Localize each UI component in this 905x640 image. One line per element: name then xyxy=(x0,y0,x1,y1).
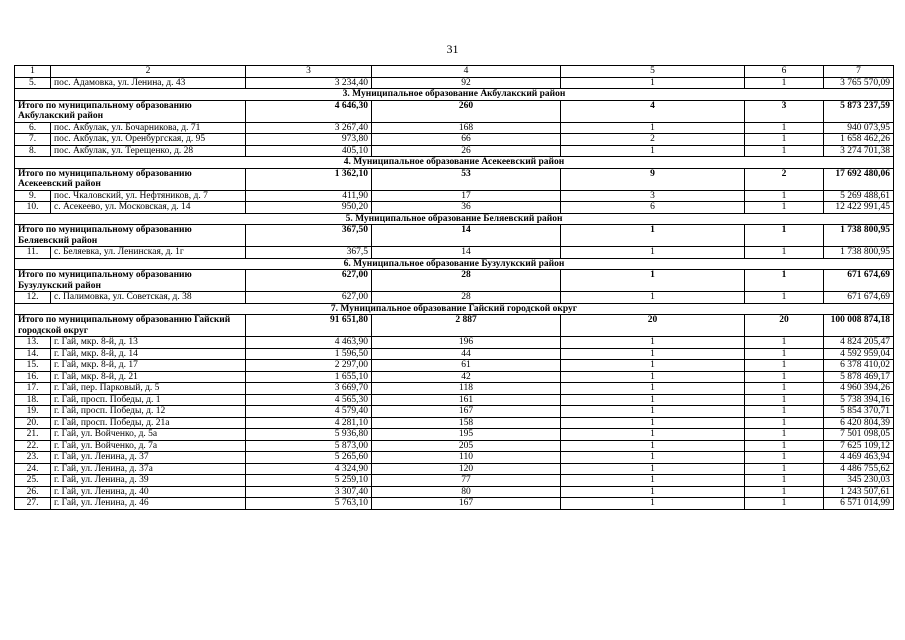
row-address: г. Гай, ул. Ленина, д. 37 xyxy=(51,452,246,464)
row-address: г. Гай, ул. Войченко, д. 7а xyxy=(51,440,246,452)
table-row xyxy=(15,122,894,134)
row-col5: 1 xyxy=(561,122,745,134)
row-col5: 1 xyxy=(561,452,745,464)
row-col5: 2 xyxy=(561,134,745,146)
total-col6: 20 xyxy=(745,315,824,337)
row-number: 12. xyxy=(15,292,51,304)
row-col6: 1 xyxy=(745,463,824,475)
column-number-4: 4 xyxy=(372,66,561,78)
row-cost: 1 243 507,61 xyxy=(824,486,894,498)
total-residents: 260 xyxy=(372,100,561,122)
row-residents: 167 xyxy=(372,406,561,418)
row-residents: 118 xyxy=(372,383,561,395)
total-residents: 28 xyxy=(372,270,561,292)
row-col6: 1 xyxy=(745,337,824,349)
row-area: 4 463,90 xyxy=(246,337,372,349)
row-address: пос. Акбулак, ул. Оренбургская, д. 95 xyxy=(51,134,246,146)
row-residents: 168 xyxy=(372,122,561,134)
row-area: 1 596,50 xyxy=(246,348,372,360)
section-title: 4. Муниципальное образование Асекеевский район xyxy=(15,157,894,169)
row-col5: 1 xyxy=(561,498,745,510)
row-address: г. Гай, мкр. 8-й, д. 21 xyxy=(51,371,246,383)
row-residents: 66 xyxy=(372,134,561,146)
row-col5: 6 xyxy=(561,202,745,214)
table-row xyxy=(15,406,894,418)
row-cost: 5 738 394,16 xyxy=(824,394,894,406)
row-number: 13. xyxy=(15,337,51,349)
section-title: 5. Муниципальное образование Беляевский район xyxy=(15,213,894,225)
row-number: 7. xyxy=(15,134,51,146)
row-cost: 4 592 959,04 xyxy=(824,348,894,360)
section-title: 6. Муниципальное образование Бузулукский район xyxy=(15,258,894,270)
total-col6: 3 xyxy=(745,100,824,122)
column-number-7: 7 xyxy=(824,66,894,78)
row-residents: 196 xyxy=(372,337,561,349)
row-col6: 1 xyxy=(745,429,824,441)
row-residents: 158 xyxy=(372,417,561,429)
row-area: 5 936,80 xyxy=(246,429,372,441)
row-col5: 1 xyxy=(561,394,745,406)
page-number: 31 xyxy=(446,42,459,56)
row-col6: 1 xyxy=(745,202,824,214)
row-area: 5 873,00 xyxy=(246,440,372,452)
row-residents: 110 xyxy=(372,452,561,464)
row-address: пос. Акбулак, ул. Бочарникова, д. 71 xyxy=(51,122,246,134)
row-col6: 1 xyxy=(745,292,824,304)
row-area: 4 324,90 xyxy=(246,463,372,475)
table-row xyxy=(15,498,894,510)
row-cost: 5 269 488,61 xyxy=(824,190,894,202)
row-cost: 5 878 469,17 xyxy=(824,371,894,383)
row-number: 9. xyxy=(15,190,51,202)
row-area: 4 565,30 xyxy=(246,394,372,406)
total-area: 91 651,80 xyxy=(246,315,372,337)
row-cost: 3 765 570,09 xyxy=(824,77,894,89)
row-number: 24. xyxy=(15,463,51,475)
row-residents: 14 xyxy=(372,247,561,259)
row-col6: 1 xyxy=(745,134,824,146)
row-residents: 42 xyxy=(372,371,561,383)
row-col6: 1 xyxy=(745,440,824,452)
table-row xyxy=(15,463,894,475)
row-number: 27. xyxy=(15,498,51,510)
row-number: 10. xyxy=(15,202,51,214)
row-col5: 1 xyxy=(561,337,745,349)
row-col6: 1 xyxy=(745,360,824,372)
row-address: г. Гай, просп. Победы, д. 12 xyxy=(51,406,246,418)
table-row xyxy=(15,337,894,349)
row-number: 5. xyxy=(15,77,51,89)
section-heading-row xyxy=(15,157,894,169)
total-col5: 1 xyxy=(561,225,745,247)
row-col6: 1 xyxy=(745,394,824,406)
total-label: Итого по муниципальному образованию Гайский городской округ xyxy=(15,315,246,337)
total-row xyxy=(15,100,894,122)
row-area: 3 234,40 xyxy=(246,77,372,89)
column-number-5: 5 xyxy=(561,66,745,78)
row-number: 25. xyxy=(15,475,51,487)
row-address: г. Гай, ул. Ленина, д. 37а xyxy=(51,463,246,475)
column-number-6: 6 xyxy=(745,66,824,78)
row-residents: 92 xyxy=(372,77,561,89)
row-number: 14. xyxy=(15,348,51,360)
row-col6: 1 xyxy=(745,383,824,395)
total-area: 627,00 xyxy=(246,270,372,292)
row-col5: 1 xyxy=(561,292,745,304)
row-cost: 4 824 205,47 xyxy=(824,337,894,349)
section-heading-row xyxy=(15,89,894,101)
row-number: 11. xyxy=(15,247,51,259)
row-cost: 6 571 014,99 xyxy=(824,498,894,510)
row-col5: 1 xyxy=(561,486,745,498)
table-row xyxy=(15,145,894,157)
table-row xyxy=(15,202,894,214)
table-row xyxy=(15,383,894,395)
table-row xyxy=(15,394,894,406)
total-cost: 17 692 480,06 xyxy=(824,168,894,190)
row-cost: 4 469 463,94 xyxy=(824,452,894,464)
row-number: 16. xyxy=(15,371,51,383)
row-number: 20. xyxy=(15,417,51,429)
total-label: Итого по муниципальному образованию Беляевский район xyxy=(15,225,246,247)
row-address: г. Гай, мкр. 8-й, д. 14 xyxy=(51,348,246,360)
registry-table xyxy=(14,65,894,510)
row-residents: 44 xyxy=(372,348,561,360)
total-area: 4 646,30 xyxy=(246,100,372,122)
row-residents: 120 xyxy=(372,463,561,475)
total-area: 1 362,10 xyxy=(246,168,372,190)
row-col5: 1 xyxy=(561,247,745,259)
row-col6: 1 xyxy=(745,247,824,259)
row-number: 6. xyxy=(15,122,51,134)
row-cost: 4 960 394,26 xyxy=(824,383,894,395)
total-col5: 9 xyxy=(561,168,745,190)
row-area: 411,90 xyxy=(246,190,372,202)
row-col6: 1 xyxy=(745,348,824,360)
row-number: 26. xyxy=(15,486,51,498)
row-residents: 61 xyxy=(372,360,561,372)
total-col5: 1 xyxy=(561,270,745,292)
row-number: 18. xyxy=(15,394,51,406)
total-row xyxy=(15,270,894,292)
row-number: 23. xyxy=(15,452,51,464)
table-row xyxy=(15,247,894,259)
total-area: 367,50 xyxy=(246,225,372,247)
row-address: с. Палимовка, ул. Советская, д. 38 xyxy=(51,292,246,304)
row-address: с. Асекеево, ул. Московская, д. 14 xyxy=(51,202,246,214)
section-title: 7. Муниципальное образование Гайский городской округ xyxy=(15,303,894,315)
table-row xyxy=(15,360,894,372)
row-residents: 36 xyxy=(372,202,561,214)
row-col6: 1 xyxy=(745,406,824,418)
table-row xyxy=(15,292,894,304)
total-cost: 100 008 874,18 xyxy=(824,315,894,337)
row-col5: 1 xyxy=(561,371,745,383)
row-cost: 6 378 410,02 xyxy=(824,360,894,372)
row-address: пос. Акбулак, ул. Терещенко, д. 28 xyxy=(51,145,246,157)
row-address: г. Гай, просп. Победы, д. 21а xyxy=(51,417,246,429)
row-number: 8. xyxy=(15,145,51,157)
row-address: г. Гай, просп. Победы, д. 1 xyxy=(51,394,246,406)
row-area: 405,10 xyxy=(246,145,372,157)
row-address: г. Гай, ул. Войченко, д. 5а xyxy=(51,429,246,441)
table-row xyxy=(15,417,894,429)
row-residents: 17 xyxy=(372,190,561,202)
row-cost: 940 073,95 xyxy=(824,122,894,134)
row-col5: 1 xyxy=(561,475,745,487)
section-heading-row xyxy=(15,258,894,270)
row-residents: 161 xyxy=(372,394,561,406)
total-row xyxy=(15,225,894,247)
row-number: 19. xyxy=(15,406,51,418)
row-cost: 1 738 800,95 xyxy=(824,247,894,259)
row-address: г. Гай, ул. Ленина, д. 40 xyxy=(51,486,246,498)
total-cost: 5 873 237,59 xyxy=(824,100,894,122)
column-number-1: 1 xyxy=(15,66,51,78)
section-title: 3. Муниципальное образование Акбулакский район xyxy=(15,89,894,101)
section-heading-row xyxy=(15,213,894,225)
row-number: 21. xyxy=(15,429,51,441)
row-area: 4 281,10 xyxy=(246,417,372,429)
total-row xyxy=(15,315,894,337)
row-area: 4 579,40 xyxy=(246,406,372,418)
row-col6: 1 xyxy=(745,486,824,498)
row-address: г. Гай, ул. Ленина, д. 46 xyxy=(51,498,246,510)
row-col5: 1 xyxy=(561,406,745,418)
table-row xyxy=(15,348,894,360)
registry-table-body xyxy=(15,66,894,510)
row-address: г. Гай, пер. Парковый, д. 5 xyxy=(51,383,246,395)
table-row xyxy=(15,475,894,487)
row-area: 1 655,10 xyxy=(246,371,372,383)
total-label: Итого по муниципальному образованию Акбулакский район xyxy=(15,100,246,122)
row-area: 973,80 xyxy=(246,134,372,146)
row-col5: 1 xyxy=(561,348,745,360)
table-row xyxy=(15,77,894,89)
row-address: г. Гай, ул. Ленина, д. 39 xyxy=(51,475,246,487)
table-row xyxy=(15,452,894,464)
row-col6: 1 xyxy=(745,452,824,464)
row-col5: 1 xyxy=(561,360,745,372)
section-heading-row xyxy=(15,303,894,315)
row-cost: 12 422 991,45 xyxy=(824,202,894,214)
row-col5: 1 xyxy=(561,463,745,475)
row-col5: 3 xyxy=(561,190,745,202)
total-col6: 2 xyxy=(745,168,824,190)
total-residents: 14 xyxy=(372,225,561,247)
row-address: с. Беляевка, ул. Ленинская, д. 1г xyxy=(51,247,246,259)
row-address: пос. Чкаловский, ул. Нефтяников, д. 7 xyxy=(51,190,246,202)
total-residents: 2 887 xyxy=(372,315,561,337)
row-address: г. Гай, мкр. 8-й, д. 13 xyxy=(51,337,246,349)
row-address: пос. Адамовка, ул. Ленина, д. 43 xyxy=(51,77,246,89)
row-area: 2 297,00 xyxy=(246,360,372,372)
row-col5: 1 xyxy=(561,417,745,429)
row-col5: 1 xyxy=(561,429,745,441)
row-cost: 1 658 462,26 xyxy=(824,134,894,146)
table-row xyxy=(15,371,894,383)
row-cost: 6 420 804,39 xyxy=(824,417,894,429)
row-residents: 80 xyxy=(372,486,561,498)
row-area: 3 307,40 xyxy=(246,486,372,498)
row-col5: 1 xyxy=(561,145,745,157)
row-residents: 26 xyxy=(372,145,561,157)
row-number: 15. xyxy=(15,360,51,372)
row-area: 367,5 xyxy=(246,247,372,259)
row-area: 5 763,10 xyxy=(246,498,372,510)
column-number-2: 2 xyxy=(51,66,246,78)
table-row xyxy=(15,190,894,202)
row-col5: 1 xyxy=(561,383,745,395)
table-row xyxy=(15,440,894,452)
row-col6: 1 xyxy=(745,371,824,383)
row-cost: 5 854 370,71 xyxy=(824,406,894,418)
table-row xyxy=(15,134,894,146)
row-address: г. Гай, мкр. 8-й, д. 17 xyxy=(51,360,246,372)
row-col6: 1 xyxy=(745,122,824,134)
row-cost: 4 486 755,62 xyxy=(824,463,894,475)
total-cost: 671 674,69 xyxy=(824,270,894,292)
row-cost: 7 625 109,12 xyxy=(824,440,894,452)
total-col5: 4 xyxy=(561,100,745,122)
row-residents: 195 xyxy=(372,429,561,441)
table-row xyxy=(15,429,894,441)
row-col6: 1 xyxy=(745,417,824,429)
row-col6: 1 xyxy=(745,498,824,510)
total-col5: 20 xyxy=(561,315,745,337)
column-number-row xyxy=(15,66,894,78)
row-area: 5 259,10 xyxy=(246,475,372,487)
row-number: 22. xyxy=(15,440,51,452)
row-residents: 77 xyxy=(372,475,561,487)
row-col6: 1 xyxy=(745,77,824,89)
total-label: Итого по муниципальному образованию Асекеевский район xyxy=(15,168,246,190)
row-cost: 7 501 098,05 xyxy=(824,429,894,441)
row-residents: 28 xyxy=(372,292,561,304)
total-col6: 1 xyxy=(745,270,824,292)
row-col6: 1 xyxy=(745,145,824,157)
total-label: Итого по муниципальному образованию Бузулукский район xyxy=(15,270,246,292)
row-number: 17. xyxy=(15,383,51,395)
total-residents: 53 xyxy=(372,168,561,190)
total-row xyxy=(15,168,894,190)
row-area: 3 267,40 xyxy=(246,122,372,134)
total-cost: 1 738 800,95 xyxy=(824,225,894,247)
table-row xyxy=(15,486,894,498)
row-col5: 1 xyxy=(561,77,745,89)
row-area: 5 265,60 xyxy=(246,452,372,464)
row-area: 950,20 xyxy=(246,202,372,214)
row-residents: 167 xyxy=(372,498,561,510)
row-col6: 1 xyxy=(745,190,824,202)
row-area: 3 669,70 xyxy=(246,383,372,395)
total-col6: 1 xyxy=(745,225,824,247)
row-cost: 345 230,03 xyxy=(824,475,894,487)
column-number-3: 3 xyxy=(246,66,372,78)
row-cost: 3 274 701,38 xyxy=(824,145,894,157)
row-area: 627,00 xyxy=(246,292,372,304)
row-residents: 205 xyxy=(372,440,561,452)
row-col6: 1 xyxy=(745,475,824,487)
row-cost: 671 674,69 xyxy=(824,292,894,304)
row-col5: 1 xyxy=(561,440,745,452)
